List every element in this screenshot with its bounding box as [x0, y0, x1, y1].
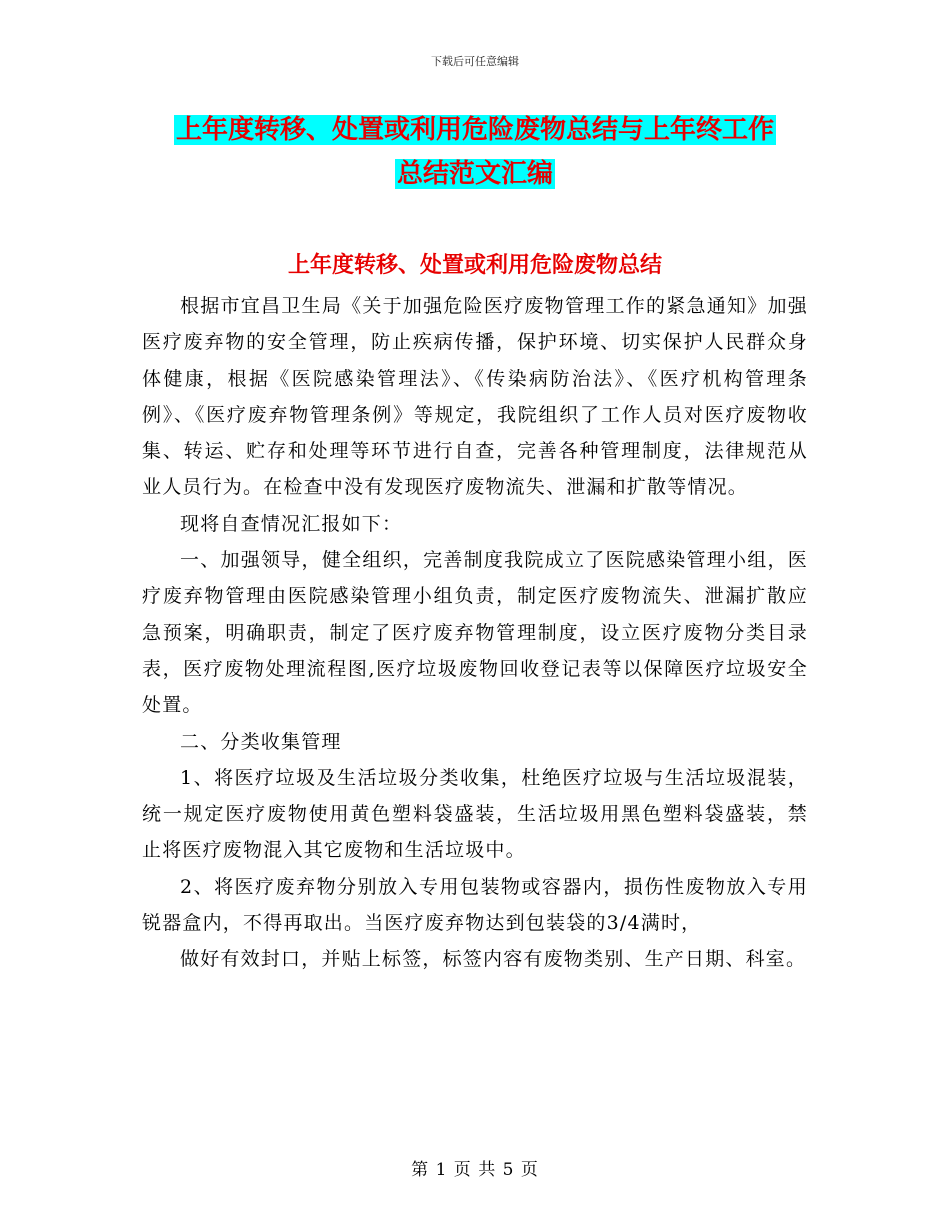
document-title-line-2: [0, 155, 950, 193]
title-text-2: 总结范文汇编: [396, 159, 553, 189]
header-note: 下载后可任意编辑: [431, 55, 519, 68]
document-body: [142, 288, 808, 978]
paragraph: 做好有效封口，并贴上标签，标签内容有废物类别、生产日期、科室。: [180, 948, 807, 971]
page-number-footer: 第 1 页 共 5 页: [411, 1160, 539, 1180]
title-text-1: 上年度转移、处置或利用危险废物总结与上年终工作: [175, 115, 774, 145]
paragraph: 现将自查情况汇报如下：: [180, 512, 403, 535]
paragraph: 1、将医疗垃圾及生活垃圾分类收集，杜绝医疗垃圾与生活垃圾混装，统一规定医疗废物使用黄色塑料袋盛装，生活垃圾用黑色塑料袋盛装，禁止将医疗废物混入其它废物和生活垃圾中。: [142, 766, 808, 862]
paragraph: 2、将医疗废弃物分别放入专用包装物或容器内，损伤性废物放入专用锐器盒内，不得再取出。当医疗废弃物达到包装袋的3/4满时，: [142, 875, 808, 935]
document-title-line-1: [0, 111, 950, 149]
paragraph: 二、分类收集管理: [180, 730, 342, 753]
paragraph: 根据市宜昌卫生局《关于加强危险医疗废物管理工作的紧急通知》加强医疗废弃物的安全管理，防止疾病传播，保护环境、切实保护人民群众身体健康，根据《医院感染管理法》、《传染病防治法》、《医疗机构管理条例》、《医疗废弃物管理条例》等规定，我院组织了工作人员对医疗废物收集、转运、贮存和处理等环节进行自查，完善各种管理制度，法律规范从业人员行为。在检查中没有发现医疗废物流失、泄漏和扩散等情况。: [142, 295, 808, 499]
section-title: 上年度转移、处置或利用危险废物总结: [287, 252, 662, 278]
paragraph: 一、加强领导，健全组织，完善制度我院成立了医院感染管理小组，医疗废弃物管理由医院感染管理小组负责，制定医疗废物流失、泄漏扩散应急预案，明确职责，制定了医疗废弃物管理制度，设立医疗废物分类目录表，医疗废物处理流程图,医疗垃圾废物回收登记表等以保障医疗垃圾安全处置。: [142, 549, 808, 717]
